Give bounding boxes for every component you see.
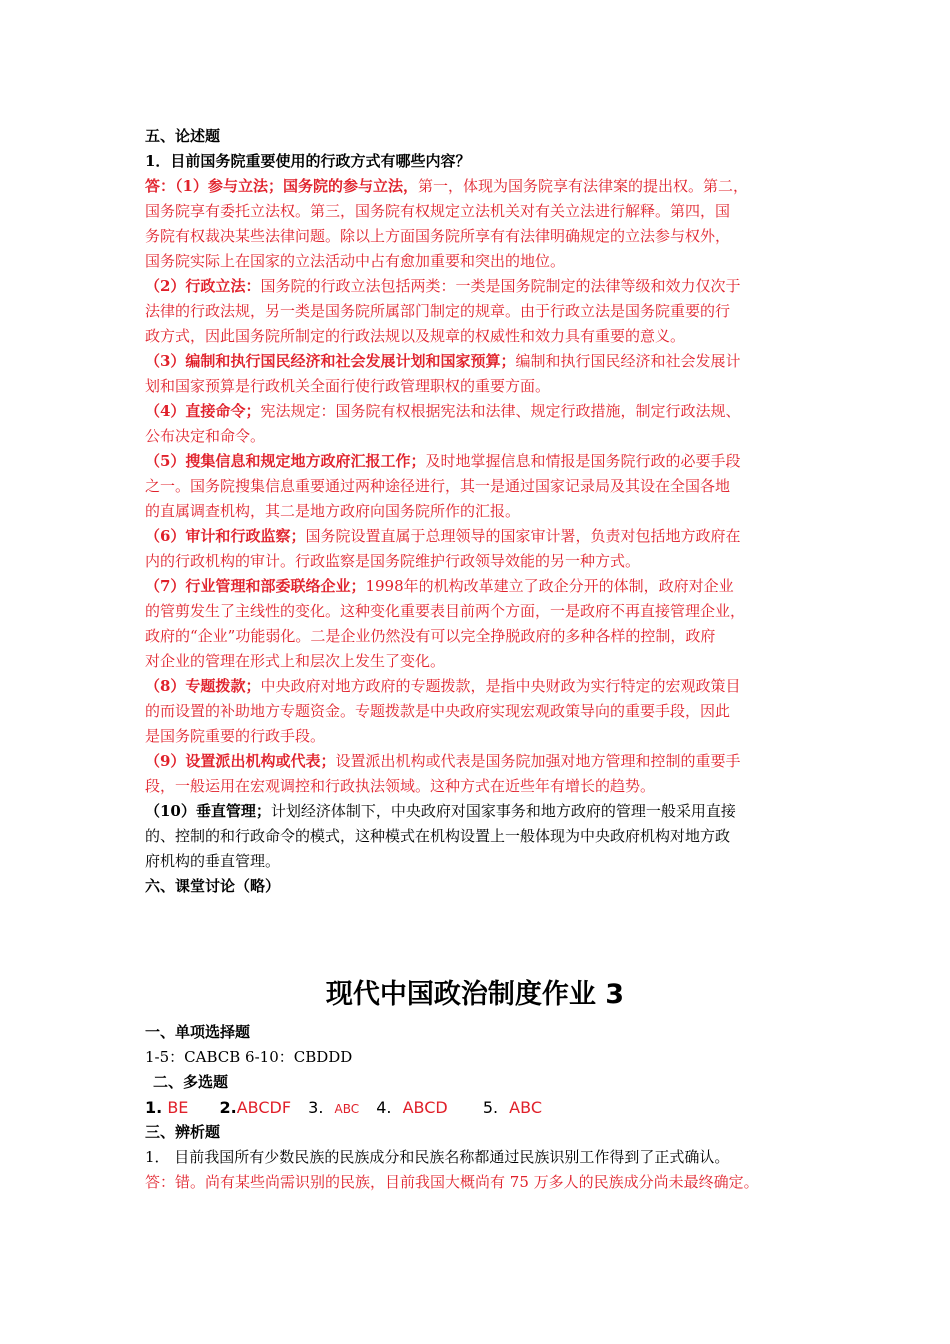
answer-item-label: （6）审计和行政监察；	[145, 527, 306, 545]
analysis-question: 1． 目前我国所有少数民族的民族成分和民族名称都通过民族识别工作得到了正式确认。	[145, 1148, 730, 1166]
answer-number: 5.	[482, 1098, 499, 1117]
answer-item-label: （5）搜集信息和规定地方政府汇报工作；	[145, 452, 426, 470]
answer-item-label: （7）行业管理和部委联络企业；	[145, 577, 366, 595]
answer-item-text: 计划经济体制下，中央政府对国家事务和地方政府的管理一般采用直接	[270, 802, 736, 820]
answer-item-label: 答：（1）参与立法；国务院的参与立法，	[145, 177, 418, 195]
document-title: 现代中国政治制度作业 3	[325, 979, 625, 1010]
answer-item-5	[145, 449, 825, 524]
answer-item-text: 府机构的垂直管理。	[145, 852, 281, 870]
answer-item-7	[145, 574, 825, 674]
essay-section	[145, 124, 825, 899]
answer-item-text: 的管剪发生了主线性的变化。这种变化重要表目前两个方面，一是政府不再直接管理企业，	[145, 602, 746, 620]
answer-item-text: 的、控制的和行政命令的模式，这种模式在机构设置上一般体现为中央政府机构对地方政	[145, 827, 731, 845]
answer-item-text: 政方式，因此国务院所制定的行政法规以及规章的权威性和效力具有重要的意义。	[145, 327, 686, 345]
answer-value: ABC	[334, 1102, 360, 1116]
answer-value: ABC	[509, 1098, 542, 1117]
section-heading-single-choice: 一、单项选择题	[145, 1023, 251, 1041]
answer-item-text: 设置派出机构或代表是国务院加强对地方管理和控制的重要手	[335, 752, 741, 770]
answer-item-text: 国务院实际上在国家的立法活动中占有愈加重要和突出的地位。	[145, 252, 566, 270]
answer-item-10	[145, 799, 825, 874]
answer-item-6	[145, 524, 825, 574]
answer-item-label: （9）设置派出机构或代表；	[145, 752, 336, 770]
answer-item-text: 第一，体现为国务院享有法律案的提出权。第二，	[417, 177, 748, 195]
answer-value: ABCDF	[236, 1098, 292, 1117]
answer-item-text: 务院有权裁决某些法律问题。除以上方面国务院所享有有法律明确规定的立法参与权外，	[145, 227, 731, 245]
answer-item-label: （10）垂直管理；	[145, 802, 271, 820]
answer-item-3	[145, 349, 825, 399]
multi-choice-answers	[145, 1095, 825, 1120]
answer-item-text: 政府的“企业”功能弱化。二是企业仍然没有可以完全挣脱政府的多种各样的控制，政府	[145, 627, 716, 645]
answer-value: ABCD	[402, 1098, 448, 1117]
answer-item-text: 之一。国务院搜集信息重要通过两种途径进行，其一是通过国家记录局及其设在全国各地	[145, 477, 731, 495]
answer-item-text: 段，一般运用在宏观调控和行政执法领域。这种方式在近些年有增长的趋势。	[145, 777, 656, 795]
answer-item-text: 国务院享有委托立法权。第三，国务院有权规定立法机关对有关立法进行解释。第四，国	[145, 202, 731, 220]
answer-item-text: 编制和执行国民经济和社会发展计	[515, 352, 741, 370]
answer-item-text: 对企业的管理在形式上和层次上发生了变化。	[145, 652, 446, 670]
section-heading-essay: 五、论述题	[145, 127, 221, 145]
answer-item-text: 1998年的机构改革建立了政企分开的体制，政府对企业	[365, 577, 734, 595]
answer-item-text: 国务院设置直属于总理领导的国家审计署，负责对包括地方政府在	[305, 527, 741, 545]
section-heading-discussion: 六、课堂讨论（略）	[145, 877, 281, 895]
answer-item-text: 法律的行政法规，另一类是国务院所属部门制定的规章。由于行政立法是国务院重要的行	[145, 302, 731, 320]
answer-item-text: 国务院的行政立法包括两类：一类是国务院制定的法律等级和效力仅次于	[260, 277, 741, 295]
answer-item-label: （4）直接命令；	[145, 402, 261, 420]
answer-item-text: 内的行政机构的审计。行政监察是国务院维护行政领导效能的另一种方式。	[145, 552, 641, 570]
answer-number: 1.	[145, 1098, 163, 1117]
answer-item-8	[145, 674, 825, 749]
answer-item-text: 及时地掌握信息和情报是国务院行政的必要手段	[425, 452, 741, 470]
answer-item-4	[145, 399, 825, 449]
answer-value: BE	[167, 1098, 189, 1117]
answer-item-1	[145, 174, 825, 274]
answer-number: 2.	[219, 1098, 237, 1117]
answer-item-label: （2）行政立法：	[145, 277, 261, 295]
answer-item-label: （8）专题拨款；	[145, 677, 261, 695]
homework-3-section	[145, 1020, 825, 1195]
answer-number: 4.	[376, 1098, 392, 1117]
answer-item-label: （3）编制和执行国民经济和社会发展计划和国家预算；	[145, 352, 516, 370]
answer-item-text: 公布决定和命令。	[145, 427, 266, 445]
answer-item-text: 是国务院重要的行政手段。	[145, 727, 326, 745]
answer-number: 3.	[308, 1098, 324, 1117]
answer-item-text: 中央政府对地方政府的专题拨款，是指中央财政为实行特定的宏观政策目	[260, 677, 741, 695]
single-choice-answers: 1-5：CABCB 6-10：CBDDD	[145, 1048, 353, 1066]
essay-question: 1．目前国务院重要使用的行政方式有哪些内容？	[145, 152, 471, 170]
answer-item-2	[145, 274, 825, 349]
answer-item-9	[145, 749, 825, 799]
answer-item-text: 的而设置的补助地方专题资金。专题拨款是中央政府实现宏观政策导向的重要手段，因此	[145, 702, 731, 720]
section-heading-multi-choice: 二、多选题	[153, 1073, 229, 1091]
analysis-answer: 答：错。尚有某些尚需识别的民族，目前我国大概尚有 75 万多人的民族成分尚未最终确定。	[145, 1173, 759, 1191]
section-heading-analysis: 三、辨析题	[145, 1123, 221, 1141]
answer-item-text: 的直属调查机构，其二是地方政府向国务院所作的汇报。	[145, 502, 521, 520]
answer-item-text: 划和国家预算是行政机关全面行使行政管理职权的重要方面。	[145, 377, 551, 395]
answer-item-text: 宪法规定：国务院有权根据宪法和法律、规定行政措施，制定行政法规、	[260, 402, 741, 420]
